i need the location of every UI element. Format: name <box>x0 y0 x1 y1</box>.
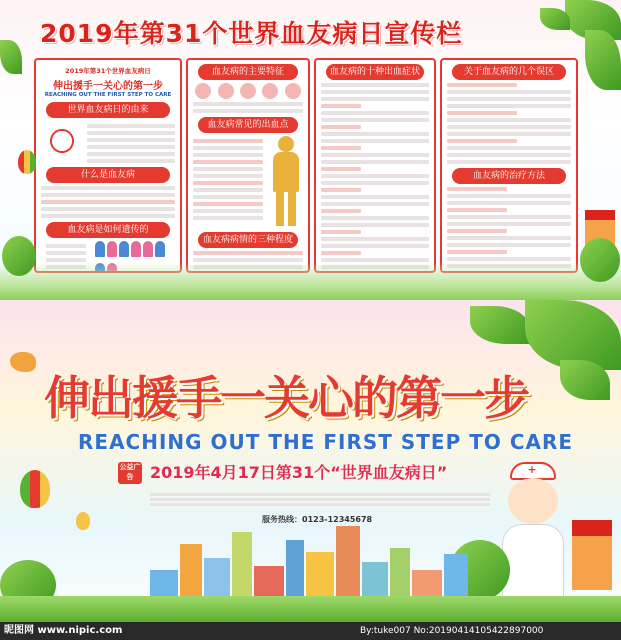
col4-section-2: 血友病的治疗方法 <box>452 168 566 184</box>
doctor-cartoon-icon: + <box>500 462 566 612</box>
col1-header-main: 伸出援手一关心的第一步 <box>53 81 163 92</box>
grass-decoration <box>0 596 621 622</box>
date-line: 2019年4月17日第31个“世界血友病日” <box>150 463 448 482</box>
col2-section-3: 血友病病情的三种程度 <box>198 232 298 248</box>
info-column-3 <box>314 58 436 273</box>
col1-section-3: 血友病是如何遗传的 <box>46 222 170 238</box>
body-figure-icon <box>268 136 304 228</box>
hot-air-balloon-icon <box>20 470 50 508</box>
bird-icon <box>10 352 36 372</box>
hot-air-balloon-icon <box>18 150 36 174</box>
symptom-icons <box>192 83 304 99</box>
col2-section-1: 血友病的主要特征 <box>198 64 298 80</box>
public-service-badge <box>118 462 142 484</box>
col1-section-1: 世界血友病日的由来 <box>46 102 170 118</box>
blood-drop-ring-icon <box>42 121 82 161</box>
grass-decoration <box>0 262 621 300</box>
watermark-left: 昵图网 www.nipic.com <box>4 625 123 636</box>
house-icon <box>572 520 612 590</box>
col1-header-small: 2019年第31个世界血友病日 <box>65 67 151 75</box>
info-column-1 <box>34 58 182 273</box>
hot-air-balloon-icon <box>76 512 90 530</box>
main-slogan: 伸出援手一关心的第一步 <box>44 371 528 425</box>
col4-section-1: 关于血友病的几个误区 <box>452 64 566 80</box>
info-column-2 <box>186 58 310 273</box>
hotline: 服务热线：0123-12345678 <box>262 515 373 524</box>
watermark-right: By:tuke007 No:20190414105422897000 <box>360 626 544 636</box>
tree-decoration <box>2 236 36 276</box>
col1-section-2: 什么是血友病 <box>46 167 170 183</box>
description-text <box>150 492 490 514</box>
tree-decoration <box>580 238 620 282</box>
col2-section-2: 血友病常见的出血点 <box>198 117 298 133</box>
info-column-4 <box>440 58 578 273</box>
top-title: 2019年第31个世界血友病日宣传栏 <box>40 19 463 48</box>
col3-section-1: 血友病的十种出血症状 <box>326 64 424 80</box>
col1-header-en: REACHING OUT THE FIRST STEP TO CARE <box>44 92 172 98</box>
badge-text: 公益广告 <box>119 463 141 481</box>
slogan-english: REACHING OUT THE FIRST STEP TO CARE <box>78 430 574 454</box>
